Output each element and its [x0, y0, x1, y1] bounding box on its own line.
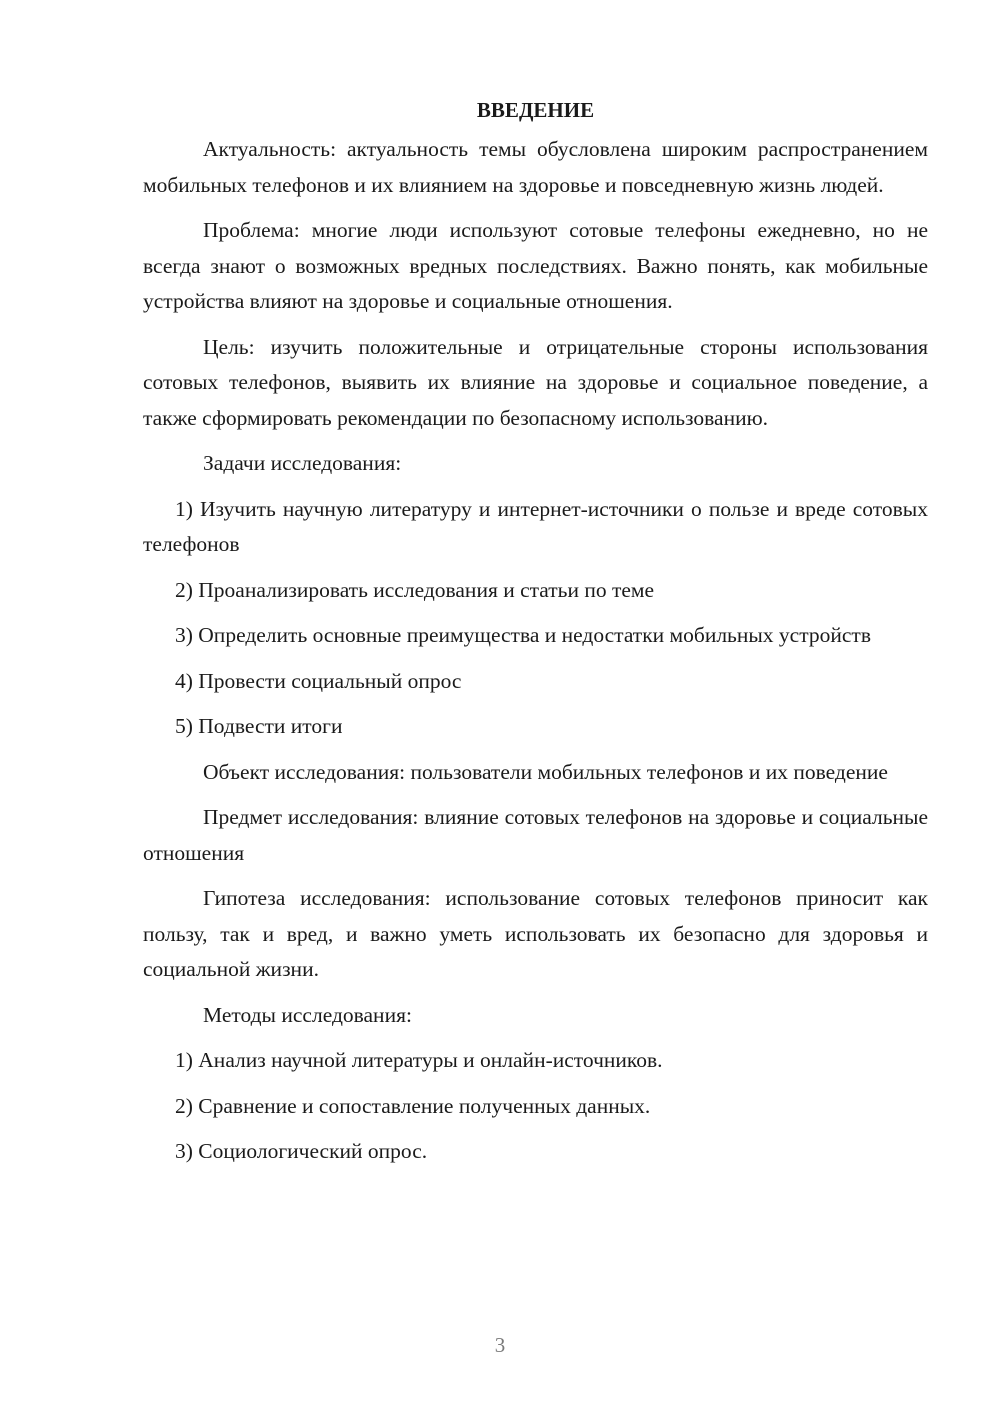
hypothesis-paragraph: Гипотеза исследования: использование сотовых телефонов приносит как пользу, так и вред, и важно уметь использовать их безопасно для здоровья и социальной жизни. [143, 886, 928, 981]
task-item-4: 4) Провести социальный опрос [175, 668, 462, 693]
tasks-heading: Задачи исследования: [203, 451, 402, 475]
goal-paragraph: Цель: изучить положительные и отрицательные стороны использования сотовых телефонов, выявить их влияние на здоровье и социальное поведение, а также сформировать рекомендации по безопасному использованию. [143, 334, 928, 430]
document-page [143, 92, 928, 1180]
task-item-3: 3) Определить основные преимущества и недостатки мобильных устройств [175, 623, 871, 647]
relevance-paragraph: Актуальность: актуальность темы обусловлена широким распространением мобильных телефонов и их влиянием на здоровье и повседневную жизнь людей. [143, 137, 928, 197]
page-number: 3 [494, 1333, 506, 1357]
methods-heading: Методы исследования: [203, 1002, 412, 1027]
page-title: ВВЕДЕНИЕ [476, 98, 595, 122]
task-item-5: 5) Подвести итоги [175, 714, 343, 738]
method-item-2: 2) Сравнение и сопоставление полученных данных. [175, 1093, 651, 1118]
object-paragraph: Объект исследования: пользователи мобильных телефонов и их поведение [203, 759, 888, 784]
method-item-3: 3) Социологический опрос. [175, 1139, 428, 1163]
subject-paragraph: Предмет исследования: влияние сотовых телефонов на здоровье и социальные отношения [143, 805, 928, 865]
task-item-1: 1) Изучить научную литературу и интернет-источники о пользе и вреде сотовых телефонов [143, 496, 928, 556]
problem-paragraph: Проблема: многие люди используют сотовые телефоны ежедневно, но не всегда знают о возможных вредных последствиях. Важно понять, как мобильные устройства влияют на здоровье и социальные отношения. [143, 218, 928, 313]
method-item-1: 1) Анализ научной литературы и онлайн-источников. [175, 1048, 663, 1072]
task-item-2: 2) Проанализировать исследования и статьи по теме [175, 577, 655, 602]
